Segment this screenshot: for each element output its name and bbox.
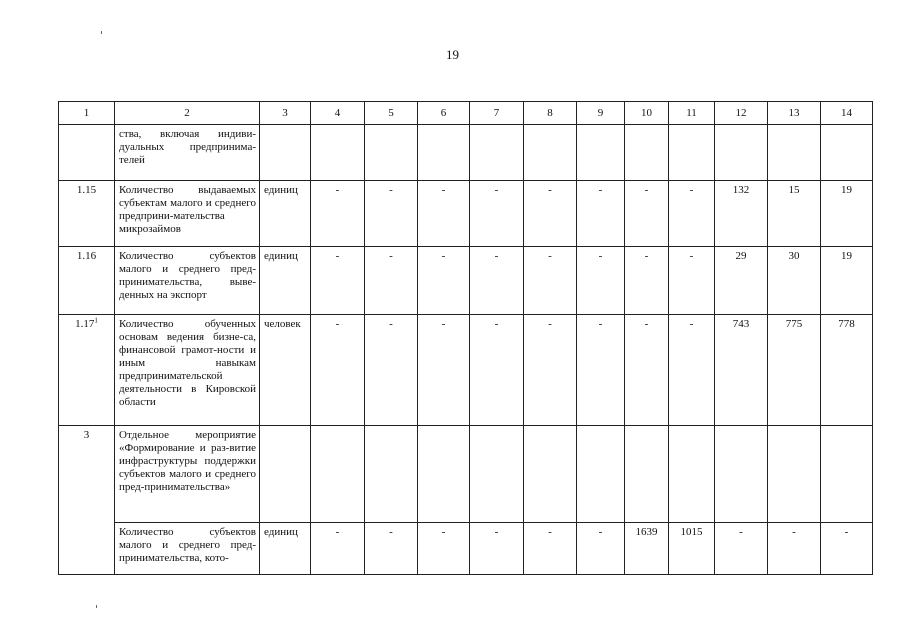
value-cell [311, 426, 365, 523]
value-cell: - [311, 523, 365, 575]
value-cell: - [625, 181, 669, 247]
value-cell: - [311, 247, 365, 315]
indicator-description: Количество субъектов малого и среднего пред-принимательства, выве-денных на экспорт [115, 247, 260, 315]
unit-cell: единиц [260, 523, 311, 575]
value-cell: 19 [821, 247, 873, 315]
value-cell: - [524, 181, 577, 247]
table-row [59, 247, 873, 315]
value-cell: - [577, 523, 625, 575]
header-cell: 6 [418, 102, 470, 125]
value-cell: - [311, 181, 365, 247]
value-cell [470, 426, 524, 523]
table-row [59, 181, 873, 247]
value-cell: - [418, 315, 470, 426]
unit-cell [260, 125, 311, 181]
unit-cell: человек [260, 315, 311, 426]
value-cell: - [418, 247, 470, 315]
value-cell [311, 125, 365, 181]
indicator-description: Количество субъектов малого и среднего пред-принимательства, кото- [115, 523, 260, 575]
value-cell [365, 426, 418, 523]
value-cell [625, 426, 669, 523]
header-cell: 14 [821, 102, 873, 125]
value-cell: 19 [821, 181, 873, 247]
header-cell: 2 [115, 102, 260, 125]
value-cell [365, 125, 418, 181]
header-cell: 10 [625, 102, 669, 125]
value-cell: - [821, 523, 873, 575]
value-cell [524, 426, 577, 523]
value-cell: 30 [768, 247, 821, 315]
indicator-description: Количество обученных основам ведения бизне-са, финансовой грамот-ности и иным навыкам предпринимательской деятельности в Кировской области [115, 315, 260, 426]
value-cell [524, 125, 577, 181]
value-cell [418, 125, 470, 181]
header-cell: 7 [470, 102, 524, 125]
header-cell: 8 [524, 102, 577, 125]
value-cell [768, 125, 821, 181]
unit-cell: единиц [260, 181, 311, 247]
page-number: 19 [446, 47, 459, 62]
value-cell [470, 125, 524, 181]
value-cell: - [470, 315, 524, 426]
row-number: 1.16 [59, 247, 115, 315]
value-cell: 775 [768, 315, 821, 426]
scan-speck [101, 31, 102, 34]
header-cell: 9 [577, 102, 625, 125]
value-cell: - [669, 181, 715, 247]
table-row [59, 523, 873, 575]
value-cell: 29 [715, 247, 768, 315]
unit-cell: единиц [260, 247, 311, 315]
value-cell: - [365, 523, 418, 575]
header-cell: 13 [768, 102, 821, 125]
row-number: 1.15 [59, 181, 115, 247]
value-cell: 743 [715, 315, 768, 426]
value-cell: - [365, 247, 418, 315]
header-cell: 5 [365, 102, 418, 125]
header-cell: 4 [311, 102, 365, 125]
value-cell [577, 125, 625, 181]
value-cell: - [365, 315, 418, 426]
indicator-description: Количество выдаваемых субъектам малого и среднего предприни-мательства микрозаймов [115, 181, 260, 247]
indicators-table [58, 101, 873, 575]
value-cell: - [524, 247, 577, 315]
value-cell: 15 [768, 181, 821, 247]
header-cell: 3 [260, 102, 311, 125]
value-cell: 1015 [669, 523, 715, 575]
value-cell: - [311, 315, 365, 426]
value-cell: - [524, 523, 577, 575]
value-cell: - [470, 523, 524, 575]
row-number [59, 125, 115, 181]
value-cell [577, 426, 625, 523]
value-cell [821, 426, 873, 523]
table-row [59, 426, 873, 523]
footnote-mark: 1 [94, 316, 98, 325]
unit-cell [260, 426, 311, 523]
table-row [59, 315, 873, 426]
value-cell: - [577, 247, 625, 315]
value-cell [768, 426, 821, 523]
header-cell: 1 [59, 102, 115, 125]
value-cell: - [669, 247, 715, 315]
indicator-description: ства, включая индиви-дуальных предпринима-телей [115, 125, 260, 181]
header-cell: 12 [715, 102, 768, 125]
value-cell: - [524, 315, 577, 426]
value-cell: 1639 [625, 523, 669, 575]
value-cell: - [625, 315, 669, 426]
value-cell: - [625, 247, 669, 315]
value-cell: - [669, 315, 715, 426]
row-number: 3 [59, 426, 115, 575]
value-cell: - [577, 181, 625, 247]
value-cell [625, 125, 669, 181]
value-cell: - [768, 523, 821, 575]
value-cell: 778 [821, 315, 873, 426]
table-header-row [59, 102, 873, 125]
value-cell [418, 426, 470, 523]
value-cell: - [470, 181, 524, 247]
value-cell: - [418, 523, 470, 575]
value-cell [669, 426, 715, 523]
table-row [59, 125, 873, 181]
value-cell: - [365, 181, 418, 247]
scan-speck [96, 605, 97, 608]
value-cell: - [470, 247, 524, 315]
value-cell: - [715, 523, 768, 575]
header-cell: 11 [669, 102, 715, 125]
value-cell [821, 125, 873, 181]
value-cell [715, 426, 768, 523]
value-cell: - [418, 181, 470, 247]
value-cell [715, 125, 768, 181]
value-cell: 132 [715, 181, 768, 247]
value-cell: - [577, 315, 625, 426]
indicator-description: Отдельное мероприятие «Формирование и раз-витие инфраструктуры поддержки субъектов малого и среднего пред-принимательства» [115, 426, 260, 523]
value-cell [669, 125, 715, 181]
row-number: 1.17$^1$ [59, 315, 115, 426]
